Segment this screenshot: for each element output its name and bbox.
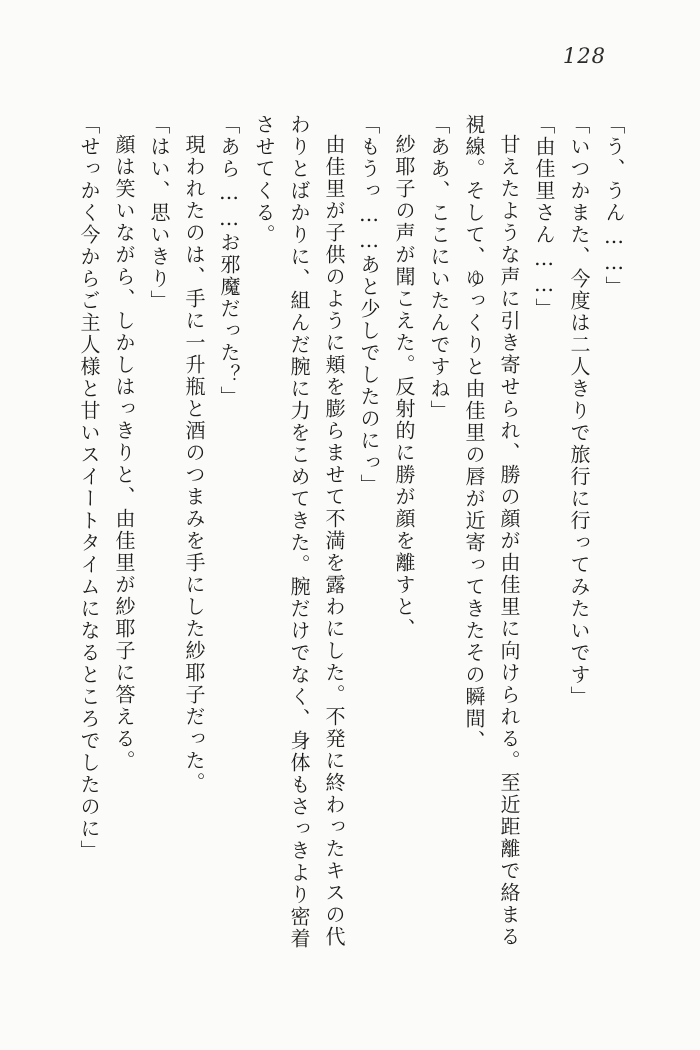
page-number: 128	[562, 44, 606, 68]
dialogue-line: 「もうっ……あと少しでしたのにっ」	[357, 114, 381, 496]
text-block	[71, 114, 631, 952]
narration-line: 甘えたような声に引き寄せられ、勝の顔が由佳里に向けられる。至近距離で絡まる視線。そして、ゆっくりと由佳里の唇が近寄ってきたその瞬間、	[462, 114, 521, 948]
dialogue-line: 「う、うん……」	[602, 114, 626, 298]
narration-line: 紗耶子の声が聞こえた。反射的に勝が顔を離すと、	[392, 134, 416, 640]
dialogue-line: 「せっかく今からご主人様と甘いスイートタイムになるところでしたのに」	[77, 114, 101, 862]
dialogue-line: 「由佳里さん……」	[532, 114, 556, 320]
dialogue-line: 「いつかまた、今度は二人きりで旅行に行ってみたいです」	[567, 114, 591, 708]
dialogue-line: 「あら……お邪魔だった？」	[217, 114, 241, 408]
dialogue-line: 「はい、思いきり」	[147, 114, 171, 312]
narration-line: 顔は笑いながら、しかしはっきりと、由佳里が紗耶子に答える。	[112, 134, 136, 772]
narration-line: 由佳里が子供のように頬を膨らませて不満を露わにした。不発に終わったキスの代わりとばかりに、組んだ腕に力をこめてきた。腕だけでなく、身体もさっきより密着させてくる。	[252, 114, 346, 950]
narration-line: 現われたのは、手に一升瓶と酒のつまみを手にした紗耶子だった。	[182, 134, 206, 794]
dialogue-line: 「ああ、ここにいたんですね」	[427, 114, 451, 422]
